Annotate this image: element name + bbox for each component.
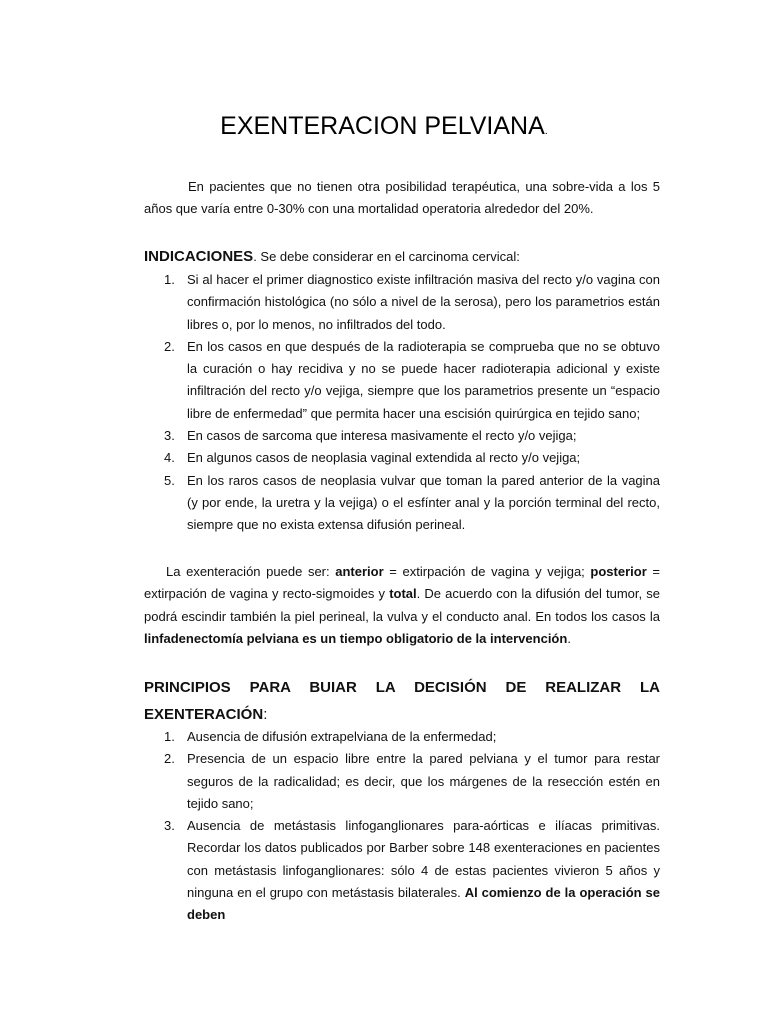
text-run: La exenteración puede ser: [166, 564, 336, 579]
list-item-number: 1. [164, 272, 175, 287]
list-item-text: En casos de sarcoma que interesa masivamente el recto y/o vejiga; [187, 428, 577, 444]
text-run: = extirpación de vagina y recto-sigmoides y [144, 564, 660, 602]
principios-list [144, 726, 660, 927]
list-item-number: 3. [164, 428, 175, 444]
list-item-number: 2. [164, 338, 175, 354]
term-posterior: posterior [590, 564, 647, 579]
list-item [144, 815, 660, 926]
indicaciones-heading: INDICACIONES [144, 248, 254, 265]
list-item [144, 425, 660, 447]
indicaciones-list [144, 269, 660, 537]
list-item-text: En algunos casos de neoplasia vaginal extendida al recto y/o vejiga; [187, 450, 581, 466]
list-item [144, 269, 660, 336]
list-item [144, 748, 660, 815]
list-item-number: 4. [164, 450, 175, 466]
list-item-text: Si al hacer el primer diagnostico existe infiltración masiva del recto y/o vagina con confirmación histológica (no sólo a nivel de la serosa), pero los parametrios están libres o, por lo menos, no infiltrados del todo. [187, 272, 660, 332]
indicaciones-heading-line [144, 246, 660, 268]
emphasis-linfadenectomia: linfadenectomía pelviana es un tiempo obligatorio de la intervención [144, 630, 568, 646]
principios-heading-text: PRINCIPIOS PARA BUIAR LA DECISIÓN DE REALIZAR LA EXENTERACIÓN [144, 679, 660, 723]
list-item-text: Presencia de un espacio libre entre la pared pelviana y el tumor para restar seguros de la radicalidad; es decir, que los márgenes de la resección estén en tejido sano; [187, 751, 660, 811]
document-title [0, 108, 768, 149]
list-item-text: En los raros casos de neoplasia vulvar que toman la pared anterior de la vagina (y por ende, la uretra y la vejiga) o el esfínter anal y la porción terminal del recto, siempre que no exista extensa difusión perineal. [187, 472, 660, 533]
title-dot: . [544, 125, 548, 137]
list-item-number: 3. [164, 818, 175, 834]
term-anterior: anterior [335, 564, 384, 579]
list-item [144, 447, 660, 469]
list-item-text: Ausencia de difusión extrapelviana de la enfermedad; [187, 729, 497, 744]
text-run: . [567, 630, 571, 646]
text-run: . De acuerdo con la difusión del tumor, se podrá escindir también la piel perineal, la vulva y el conducto anal. En todos los casos la [144, 586, 660, 624]
list-item-emphasis: Al comienzo de la operación se deben [187, 885, 660, 923]
list-item-text: En los casos en que después de la radioterapia se comprueba que no se obtuvo la curación o hay recidiva y no se puede hacer radioterapia adicional y existe infiltración del recto y/o vejiga, siempre que los parametrios presente un “espacio libre de enfermedad” que permita hacer una escisión quirúrgica en tejido sano; [187, 338, 660, 421]
list-item [144, 726, 660, 748]
list-item-number: 2. [164, 751, 175, 767]
principios-colon: : [263, 706, 268, 723]
term-total: total [389, 586, 417, 602]
intro-paragraph: En pacientes que no tienen otra posibilidad terapéutica, una sobre-vida a los 5 años que varía entre 0-30% con una mortalidad operatoria alrededor del 20%. [144, 179, 660, 217]
principios-heading [144, 674, 660, 728]
list-item-number: 1. [164, 729, 175, 744]
indicaciones-intro: . Se debe considerar en el carcinoma cervical: [253, 249, 520, 264]
text-run: = extirpación de vagina y vejiga; [383, 564, 591, 579]
list-item-text-container [187, 815, 660, 926]
exenteracion-paragraph [144, 561, 660, 650]
list-item-number: 5. [164, 472, 175, 488]
list-item [144, 336, 660, 425]
list-item-text: Ausencia de metástasis linfoganglionares para-aórticas e ilíacas primitivas. Recordar los datos publicados por Barber sobre 148 exenteraciones en pacientes con metástasis linfoganglionares: sólo 4 de estas pacientes vivieron 5 años y ninguna en el grupo con metástasis bilaterales. [187, 818, 660, 901]
title-text: EXENTERACION PELVIANA [220, 112, 545, 140]
list-item [144, 470, 660, 537]
